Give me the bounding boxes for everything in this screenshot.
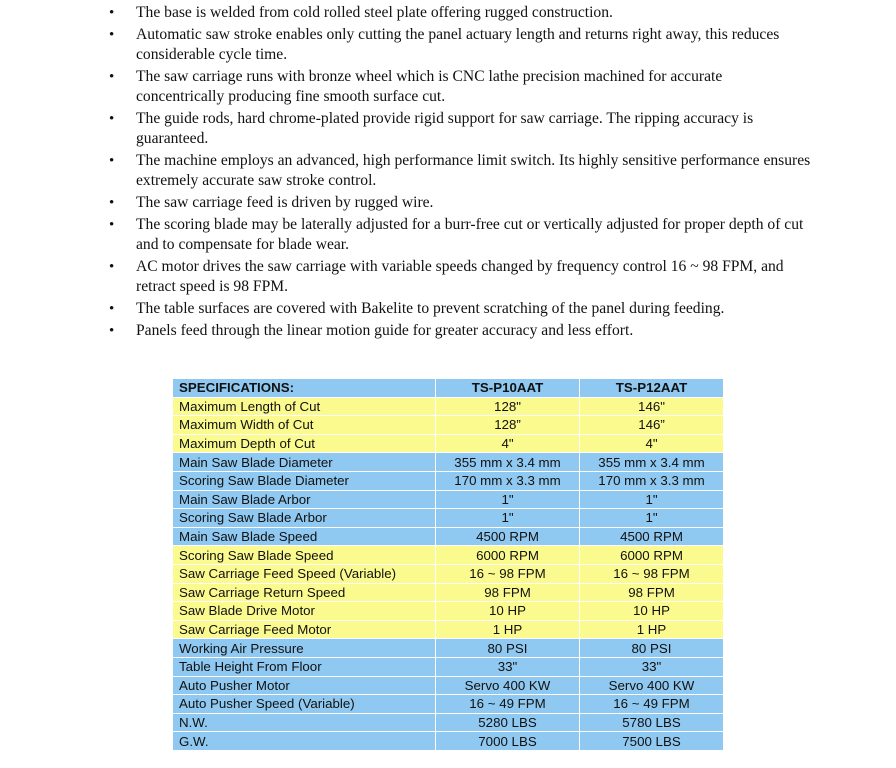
model-b-value-cell: 1 HP <box>580 620 724 639</box>
spec-name-cell: Working Air Pressure <box>173 639 436 658</box>
model-a-value-cell: 128" <box>436 397 580 416</box>
feature-item <box>108 109 813 149</box>
spec-name-cell: Scoring Saw Blade Arbor <box>173 509 436 528</box>
model-b-value-cell: 10 HP <box>580 602 724 621</box>
feature-list <box>108 3 813 343</box>
table-row <box>173 397 724 416</box>
table-row <box>173 546 724 565</box>
model-b-value-cell: 7500 LBS <box>580 732 724 751</box>
header-specifications: SPECIFICATIONS: <box>173 379 436 398</box>
feature-text: The base is welded from cold rolled steel plate offering rugged construction. <box>136 4 613 21</box>
bullet-icon: • <box>109 153 115 169</box>
table-row <box>173 434 724 453</box>
model-a-value-cell: 98 FPM <box>436 583 580 602</box>
spec-name-cell: Saw Carriage Feed Speed (Variable) <box>173 564 436 583</box>
table-row <box>173 416 724 435</box>
feature-item <box>108 321 813 341</box>
model-b-value-cell: 1" <box>580 509 724 528</box>
model-a-value-cell: 1" <box>436 509 580 528</box>
model-b-value-cell: 146" <box>580 397 724 416</box>
feature-item <box>108 67 813 107</box>
spec-name-cell: Main Saw Blade Arbor <box>173 490 436 509</box>
table-row <box>173 509 724 528</box>
model-b-value-cell: 4500 RPM <box>580 527 724 546</box>
specifications-table <box>172 378 724 751</box>
model-b-value-cell: 80 PSI <box>580 639 724 658</box>
spec-name-cell: Maximum Width of Cut <box>173 416 436 435</box>
spec-name-cell: Auto Pusher Speed (Variable) <box>173 695 436 714</box>
model-a-value-cell: 128” <box>436 416 580 435</box>
model-a-value-cell: 4" <box>436 434 580 453</box>
spec-name-cell: Scoring Saw Blade Speed <box>173 546 436 565</box>
feature-item <box>108 215 813 255</box>
table-row <box>173 620 724 639</box>
model-a-value-cell: 16 ~ 49 FPM <box>436 695 580 714</box>
feature-text: Panels feed through the linear motion guide for greater accuracy and less effort. <box>136 322 634 339</box>
model-b-value-cell: 33" <box>580 657 724 676</box>
model-b-value-cell: 5780 LBS <box>580 713 724 732</box>
model-b-value-cell: 1" <box>580 490 724 509</box>
spec-name-cell: Saw Carriage Return Speed <box>173 583 436 602</box>
spec-name-cell: N.W. <box>173 713 436 732</box>
table-row <box>173 713 724 732</box>
spec-name-cell: Scoring Saw Blade Diameter <box>173 471 436 490</box>
feature-text: The machine employs an advanced, high performance limit switch. Its highly sensitive performance ensures extremely accurate saw stroke control. <box>136 152 811 189</box>
spec-name-cell: Table Height From Floor <box>173 657 436 676</box>
model-a-value-cell: 6000 RPM <box>436 546 580 565</box>
model-b-value-cell: 6000 RPM <box>580 546 724 565</box>
model-a-value-cell: 355 mm x 3.4 mm <box>436 453 580 472</box>
model-a-value-cell: 33" <box>436 657 580 676</box>
feature-text: AC motor drives the saw carriage with variable speeds changed by frequency control 16 ~ 98 FPM, and retract speed is 98 FPM. <box>136 258 784 295</box>
feature-item <box>108 193 813 213</box>
model-b-value-cell: Servo 400 KW <box>580 676 724 695</box>
table-row <box>173 490 724 509</box>
spec-name-cell: Saw Blade Drive Motor <box>173 602 436 621</box>
bullet-icon: • <box>109 217 115 233</box>
specifications-body <box>173 397 724 750</box>
model-b-value-cell: 4" <box>580 434 724 453</box>
bullet-icon: • <box>109 27 115 43</box>
model-b-value-cell: 16 ~ 98 FPM <box>580 564 724 583</box>
spec-name-cell: Main Saw Blade Speed <box>173 527 436 546</box>
table-row <box>173 583 724 602</box>
spec-name-cell: G.W. <box>173 732 436 751</box>
feature-item <box>108 3 813 23</box>
feature-item <box>108 299 813 319</box>
header-model-b: TS-P12AAT <box>580 379 724 398</box>
spec-name-cell: Main Saw Blade Diameter <box>173 453 436 472</box>
table-row <box>173 732 724 751</box>
model-a-value-cell: 4500 RPM <box>436 527 580 546</box>
model-b-value-cell: 146” <box>580 416 724 435</box>
feature-text: The scoring blade may be laterally adjusted for a burr-free cut or vertically adjusted for proper depth of cut and to compensate for blade wear. <box>136 216 804 253</box>
bullet-icon: • <box>109 323 115 339</box>
model-a-value-cell: 5280 LBS <box>436 713 580 732</box>
feature-text: Automatic saw stroke enables only cutting the panel actuary length and returns right away, this reduces considerable cycle time. <box>136 26 780 63</box>
spec-name-cell: Maximum Length of Cut <box>173 397 436 416</box>
table-row <box>173 471 724 490</box>
table-row <box>173 564 724 583</box>
bullet-icon: • <box>109 5 115 21</box>
header-model-a: TS-P10AAT <box>436 379 580 398</box>
model-a-value-cell: 10 HP <box>436 602 580 621</box>
bullet-icon: • <box>109 301 115 317</box>
model-a-value-cell: 1 HP <box>436 620 580 639</box>
model-a-value-cell: 7000 LBS <box>436 732 580 751</box>
table-row <box>173 453 724 472</box>
model-a-value-cell: Servo 400 KW <box>436 676 580 695</box>
table-row <box>173 602 724 621</box>
spec-name-cell: Maximum Depth of Cut <box>173 434 436 453</box>
table-row <box>173 527 724 546</box>
bullet-icon: • <box>109 69 115 85</box>
model-a-value-cell: 16 ~ 98 FPM <box>436 564 580 583</box>
table-row <box>173 695 724 714</box>
spec-name-cell: Saw Carriage Feed Motor <box>173 620 436 639</box>
model-b-value-cell: 170 mm x 3.3 mm <box>580 471 724 490</box>
table-row <box>173 657 724 676</box>
bullet-icon: • <box>109 259 115 275</box>
feature-text: The saw carriage feed is driven by rugged wire. <box>136 194 434 211</box>
table-row <box>173 639 724 658</box>
model-b-value-cell: 355 mm x 3.4 mm <box>580 453 724 472</box>
feature-text: The table surfaces are covered with Bakelite to prevent scratching of the panel during feeding. <box>136 300 725 317</box>
table-row <box>173 676 724 695</box>
spec-name-cell: Auto Pusher Motor <box>173 676 436 695</box>
model-b-value-cell: 16 ~ 49 FPM <box>580 695 724 714</box>
model-a-value-cell: 170 mm x 3.3 mm <box>436 471 580 490</box>
model-b-value-cell: 98 FPM <box>580 583 724 602</box>
model-a-value-cell: 1" <box>436 490 580 509</box>
bullet-icon: • <box>109 195 115 211</box>
model-a-value-cell: 80 PSI <box>436 639 580 658</box>
table-header-row <box>173 379 724 398</box>
bullet-icon: • <box>109 111 115 127</box>
feature-item <box>108 257 813 297</box>
feature-text: The guide rods, hard chrome-plated provide rigid support for saw carriage. The ripping accuracy is guaranteed. <box>136 110 754 147</box>
feature-text: The saw carriage runs with bronze wheel which is CNC lathe precision machined for accurate concentrically producing fine smooth surface cut. <box>136 68 723 105</box>
feature-item <box>108 25 813 65</box>
feature-item <box>108 151 813 191</box>
